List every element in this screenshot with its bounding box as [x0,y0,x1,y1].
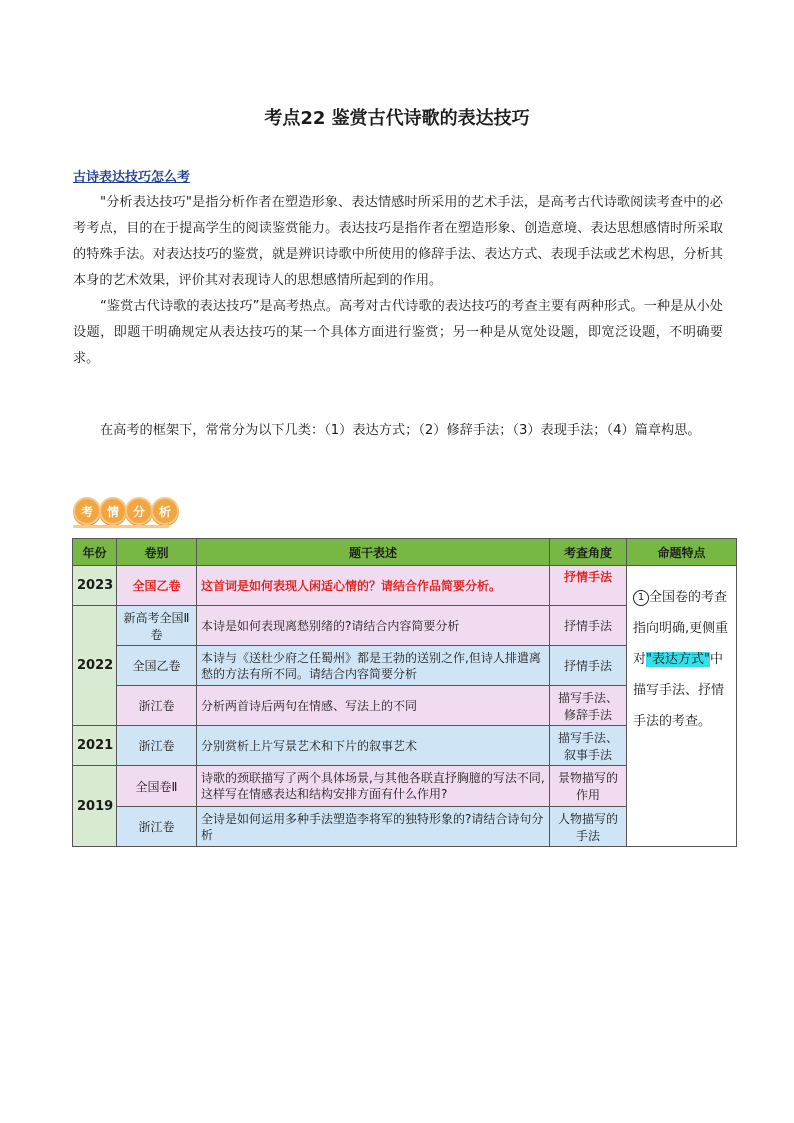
exam-analysis-table [72,538,737,847]
header-angle: 考查角度 [550,539,627,566]
question-cell: 这首词是如何表现人闲适心情的？请结合作品简要分析。 [197,566,550,606]
circled-number: 1 [633,590,649,606]
header-feature: 命题特点 [627,539,737,566]
badge-char: 情 [99,497,127,525]
year-cell: 2019 [73,766,117,847]
paper-cell: 全国乙卷 [117,646,197,686]
feature-text-after: 中描写手法、抒情手法的考查。 [633,652,725,729]
paper-cell: 浙江卷 [117,686,197,726]
year-cell: 2022 [73,606,117,726]
header-question: 题干表述 [197,539,550,566]
angle-cell: 抒情手法 [550,646,627,686]
angle-cell: 描写手法、叙事手法 [550,726,627,766]
feature-cell [627,566,737,847]
question-cell: 分析两首诗后两句在情感、写法上的不同 [197,686,550,726]
question-cell: 全诗是如何运用多种手法塑造李将军的独特形象的?请结合诗句分析 [197,807,550,847]
question-cell: 本诗是如何表现离愁别绪的?请结合内容简要分析 [197,606,550,646]
badge-underline [73,525,169,528]
paper-cell: 新高考全国Ⅱ卷 [117,606,197,646]
page-title: 考点22 鉴赏古代诗歌的表达技巧 [264,108,530,129]
question-cell: 分别赏析上片写景艺术和下片的叙事艺术 [197,726,550,766]
header-year: 年份 [73,539,117,566]
badge-char: 考 [73,497,101,525]
paper-cell: 全国卷Ⅱ [117,766,197,807]
paper-cell: 浙江卷 [117,726,197,766]
angle-cell: 描写手法、修辞手法 [550,686,627,726]
paper-cell: 全国乙卷 [117,566,197,606]
paragraph-3: 在高考的框架下，常常分为以下几类：（1）表达方式；（2）修辞手法；（3）表现手法；（4）篇章构思。 [100,423,701,438]
badge-char: 析 [151,497,179,525]
year-cell: 2023 [73,566,117,606]
feature-highlight: "表达方式" [646,652,710,667]
paragraph-1: "分析表达技巧"是指分析作者在塑造形象、表达情感时所采用的艺术手法，是高考古代诗歌阅读考查中的必考考点，目的在于提高学生的阅读鉴赏能力。表达技巧是指作者在塑造形象、创造意境、表达思想感情时所采取的特殊手法。对表达技巧的鉴赏，就是辨识诗歌中所使用的修辞手法、表达方式、表现手法或艺术构思，分析其本身的艺术效果，评价其对表现诗人的思想感情所起到的作用。 [73,195,723,288]
angle-cell: 景物描写的作用 [550,766,627,807]
paragraph-2: “鉴赏古代诗歌的表达技巧”是高考热点。高考对古代诗歌的表达技巧的考查主要有两种形式。一种是从小处设题，即题干明确规定从表达技巧的某一个具体方面进行鉴赏；另一种是从宽处设题，即宽泛设题，不明确要求。 [73,299,723,366]
table-header-row [73,539,737,566]
header-paper: 卷别 [117,539,197,566]
angle-cell: 人物描写的手法 [550,807,627,847]
paper-cell: 浙江卷 [117,807,197,847]
question-cell: 诗歌的颈联描写了两个具体场景,与其他各联直抒胸臆的写法不同,这样写在情感表达和结构安排方面有什么作用? [197,766,550,807]
angle-cell: 抒情手法 [550,606,627,646]
feature-text-before: 全国卷的考查指向明确,更侧重对 [633,590,729,667]
year-cell: 2021 [73,726,117,766]
question-cell: 本诗与《送杜少府之任蜀州》都是王勃的送别之作,但诗人排遣离愁的方法有所不同。请结合内容简要分析 [197,646,550,686]
table-row [73,566,737,606]
section-heading-link[interactable]: 古诗表达技巧怎么考 [73,170,191,185]
angle-cell: 抒情手法 [550,566,627,606]
exam-analysis-badge [73,497,177,525]
badge-char: 分 [125,497,153,525]
